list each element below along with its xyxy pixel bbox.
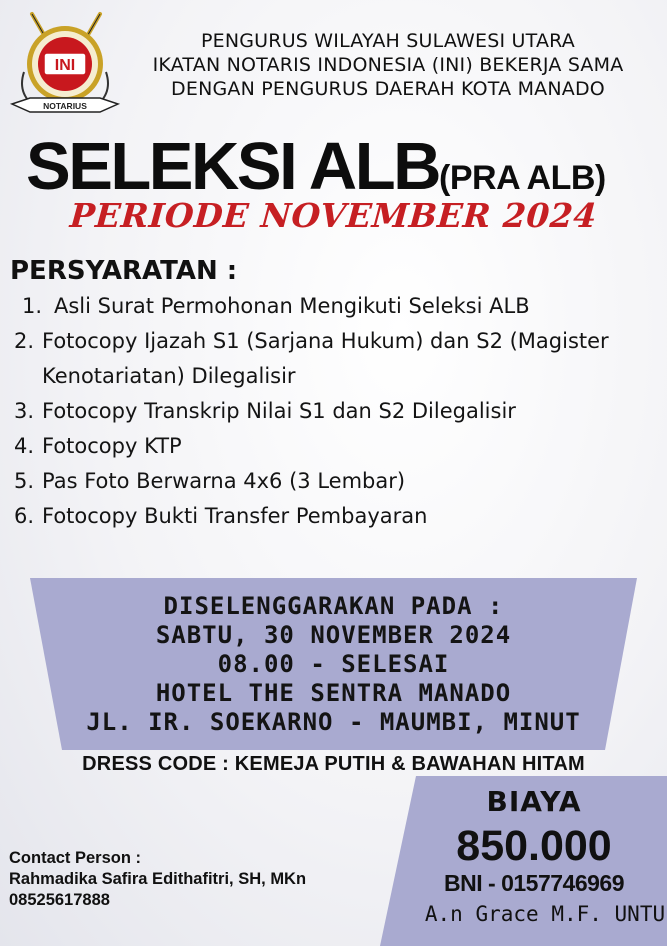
list-item	[14, 394, 654, 429]
event-details	[0, 592, 667, 737]
header-line-1: PENGURUS WILAYAH SULAWESI UTARA	[200, 30, 575, 52]
list-item	[14, 464, 654, 499]
bank-account: BNI - 0157746969	[444, 870, 624, 896]
item-number: 1.	[22, 294, 43, 318]
header-line-2: IKATAN NOTARIS INDONESIA (INI) BEKERJA SAMA	[152, 54, 624, 76]
item-number: 5.	[14, 469, 35, 493]
page-title	[26, 128, 606, 205]
title-main: SELEKSI ALB	[26, 129, 440, 204]
item-number: 2.	[14, 329, 35, 353]
event-line-address: JL. IR. SOEKARNO - MAUMBI, MINUT	[86, 708, 581, 736]
item-text: Fotocopy Bukti Transfer Pembayaran	[42, 504, 428, 528]
item-number: 4.	[14, 434, 35, 458]
contact-info	[9, 848, 306, 911]
cost-label: BIAYA	[486, 785, 582, 818]
dress-code: DRESS CODE : KEMEJA PUTIH & BAWAHAN HITAM	[82, 753, 585, 775]
account-holder: A.n Grace M.F. UNTU	[424, 902, 666, 926]
item-text: Asli Surat Permohonan Mengikuti Seleksi ALB	[54, 294, 530, 318]
requirements-list	[14, 289, 654, 534]
event-line-time: 08.00 - SELESAI	[217, 650, 450, 678]
organizer-header	[118, 29, 658, 101]
item-text: Fotocopy Ijazah S1 (Sarjana Hukum) dan S2 (Magister Kenotariatan) Dilegalisir	[42, 329, 609, 388]
list-item	[14, 499, 654, 534]
contact-phone: 08525617888	[9, 891, 110, 909]
event-line-venue: HOTEL THE SENTRA MANADO	[155, 679, 512, 707]
requirements-heading: PERSYARATAN :	[10, 256, 238, 286]
title-sub: (PRA ALB)	[439, 159, 606, 197]
event-line-heading: DISELENGGARAKAN PADA :	[163, 592, 504, 620]
list-item	[14, 324, 654, 394]
item-text: Fotocopy KTP	[42, 434, 182, 458]
item-number: 3.	[14, 399, 35, 423]
list-item	[14, 289, 654, 324]
item-text: Pas Foto Berwarna 4x6 (3 Lembar)	[42, 469, 406, 493]
cost-amount: 850.000	[456, 822, 612, 870]
header-line-3: DENGAN PENGURUS DAERAH KOTA MANADO	[171, 78, 605, 100]
contact-label: Contact Person :	[9, 849, 142, 867]
logo-emblem-text: INI	[54, 57, 76, 74]
period-subtitle: PERIODE NOVEMBER 2024	[68, 196, 599, 235]
event-line-date: SABTU, 30 NOVEMBER 2024	[155, 621, 512, 649]
item-number: 6.	[14, 504, 35, 528]
item-text: Fotocopy Transkrip Nilai S1 dan S2 Dilegalisir	[42, 399, 516, 423]
logo-ribbon-text: NOTARIUS	[43, 101, 87, 111]
notarius-logo	[2, 6, 128, 122]
list-item	[14, 429, 654, 464]
contact-name: Rahmadika Safira Edithafitri, SH, MKn	[9, 870, 307, 888]
